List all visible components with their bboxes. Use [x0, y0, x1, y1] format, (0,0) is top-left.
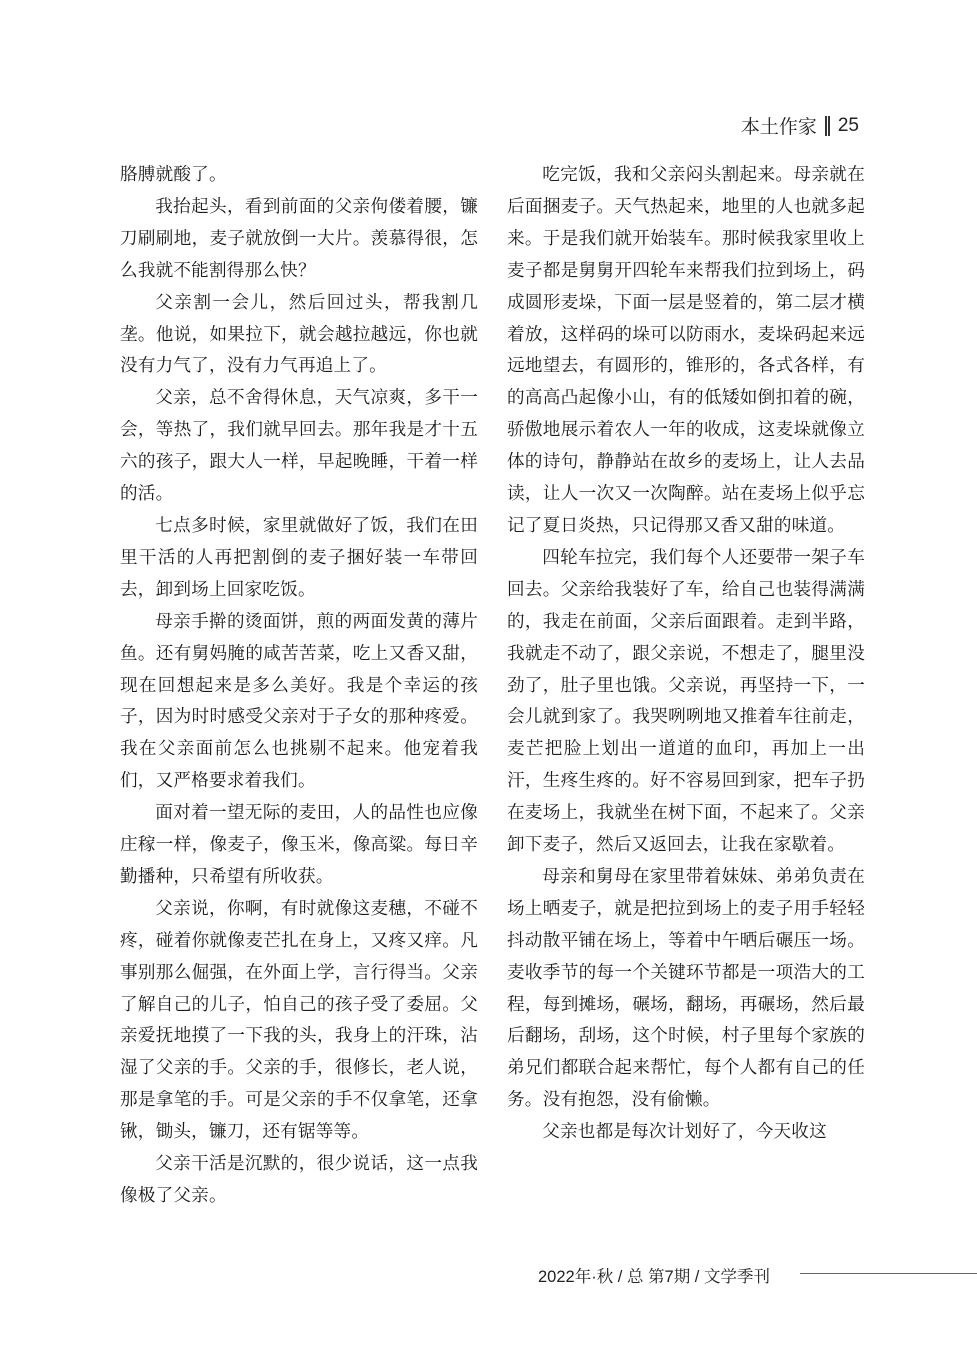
left-column [120, 160, 478, 1213]
right-column [507, 160, 865, 1149]
paragraph: 母亲和舅母在家里带着妹妹、弟弟负责在场上晒麦子，就是把拉到场上的麦子用手轻轻抖动散平铺在场上，等着中午晒后碾压一场。麦收季节的每一个关键环节都是一项浩大的工程，每到摊场，碾场，翻场，再碾场，然后最后翻场，刮场，这个时候，村子里每个家族的弟兄们都联合起来帮忙，每个人都有自己的任务。没有抱怨，没有偷懒。 [507, 866, 865, 1111]
paragraph: 四轮车拉完，我们每个人还要带一架子车回去。父亲给我装好了车，给自己也装得满满的，我走在前面，父亲后面跟着。走到半路，我就走不动了，跟父亲说，不想走了，腿里没劲了，肚子里也饿。父亲说，再坚持一下，一会儿就到家了。我哭咧咧地又推着车往前走，麦芒把脸上划出一道道的血印，再加上一出汗，生疼生疼的。好不容易回到家，把车子扔在麦场上，我就坐在树下面，不起来了。父亲卸下麦子，然后又返回去，让我在家歇着。 [507, 547, 865, 856]
paragraph: 七点多时候，家里就做好了饭，我们在田里干活的人再把割倒的麦子捆好装一车带回去，卸到场上回家吃饭。 [120, 515, 478, 600]
paragraph: 父亲说，你啊，有时就像这麦穗，不碰不疼，碰着你就像麦芒扎在身上，又疼又痒。凡事别那么倔强，在外面上学，言行得当。父亲了解自己的儿子，怕自己的孩子受了委屈。父亲爱抚地摸了一下我的头，我身上的汗珠，沾湿了父亲的手。父亲的手，很修长，老人说，那是拿笔的手。可是父亲的手不仅拿笔，还拿锹，锄头，镰刀，还有锯等等。 [120, 898, 478, 1143]
paragraph: 母亲手擀的烫面饼，煎的两面发黄的薄片鱼。还有舅妈腌的咸苦苦菜，吃上又香又甜，现在回想起来是多么美好。我是个幸运的孩子，因为时时感受父亲对于子女的那种疼爱。我在父亲面前怎么也挑剔不起来。他宠着我们，又严格要求着我们。 [120, 611, 478, 792]
paragraph: 父亲也都是每次计划好了，今天收这 [542, 1122, 827, 1143]
paragraph: 父亲，总不舍得休息，天气凉爽，多干一会，等热了，我们就早回去。那年我是才十五六的孩子，跟大人一样，早起晚睡，干着一样的活。 [120, 388, 478, 505]
paragraph: 父亲割一会儿，然后回过头，帮我割几垄。他说，如果拉下，就会越拉越远，你也就没有力气了，没有力气再追上了。 [120, 292, 478, 377]
page-footer [538, 1263, 770, 1287]
paragraph: 胳膊就酸了。 [120, 165, 227, 185]
issue-info: 2022年·秋 / 总 第7期 / 文学季刊 [538, 1268, 770, 1286]
header-divider [825, 116, 830, 136]
paragraph: 父亲干活是沉默的，很少说话，这一点我像极了父亲。 [120, 1154, 478, 1206]
page-number: 25 [837, 114, 859, 136]
paragraph: 我抬起头，看到前面的父亲佝偻着腰，镰刀刷刷地，麦子就放倒一大片。羡慕得很，怎么我就不能割得那么快？ [120, 196, 478, 281]
paragraph: 吃完饭，我和父亲闷头割起来。母亲就在后面捆麦子。天气热起来，地里的人也就多起来。于是我们就开始装车。那时候我家里收上麦子都是舅舅开四轮车来帮我们拉到场上，码成圆形麦垛，下面一层是竖着的，第二层才横着放，这样码的垛可以防雨水，麦垛码起来远远地望去，有圆形的，锥形的，各式各样，有的高高凸起像小山，有的低矮如倒扣着的碗，骄傲地展示着农人一年的收成，这麦垛就像立体的诗句，静静站在故乡的麦场上，让人去品读，让人一次又一次陶醉。站在麦场上似乎忘记了夏日炎热，只记得那又香又甜的味道。 [507, 165, 865, 536]
footer-rule [800, 1273, 977, 1274]
section-title: 本土作家 [740, 117, 817, 138]
running-header [741, 112, 859, 139]
paragraph: 面对着一望无际的麦田，人的品性也应像庄稼一样，像麦子，像玉米，像高粱。每日辛勤播种，只希望有所收获。 [120, 803, 478, 887]
